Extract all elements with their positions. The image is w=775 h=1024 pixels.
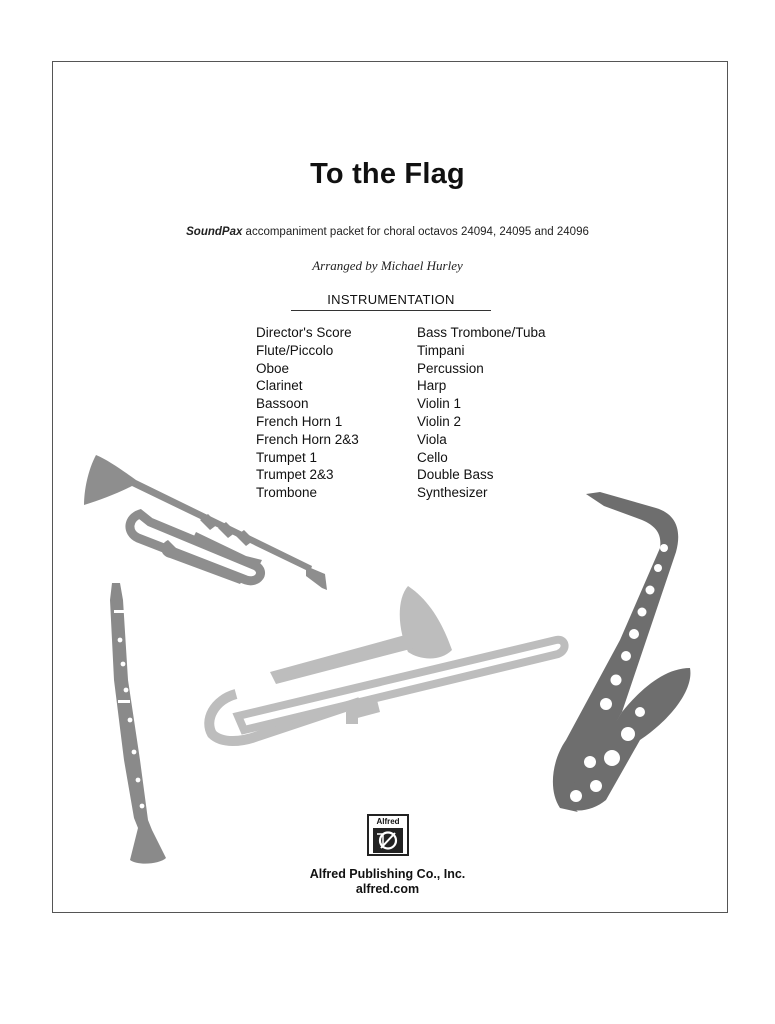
instrument-item: Violin 2 [417,413,462,429]
trombone-icon [209,586,564,741]
instrument-item: French Horn 2&3 [256,431,359,447]
instrument-item: Harp [417,378,447,394]
alfred-logo-text: Alfred [376,817,400,826]
instrument-item: Oboe [256,360,290,376]
trumpet-icon [84,455,327,590]
instrument-item: Synthesizer [417,485,488,501]
instrument-item: Percussion [417,360,484,376]
instrument-item: Trumpet 2&3 [256,467,334,483]
instrument-item: Cello [417,449,448,465]
soundpax-brand: SoundPax [186,226,243,238]
instrument-item: Flute/Piccolo [256,342,334,358]
publisher-website: alfred.com [355,882,420,896]
alfred-logo-icon [373,828,403,853]
instrument-item: Trombone [256,485,318,501]
instrument-item: Clarinet [256,378,303,394]
clarinet-icon [110,583,166,864]
instrument-item: Timpani [417,342,465,358]
packet-description-text: accompaniment packet for choral octavos 24094, 24095 and 24096 [242,226,589,238]
saxophone-icon [553,492,691,812]
arranger-credit: Arranged by Michael Hurley [312,258,463,273]
instrument-item: Violin 1 [417,396,462,412]
page-title: To the Flag [310,158,465,190]
instrumentation-heading: INSTRUMENTATION [291,292,491,311]
instrument-item: Director's Score [256,325,352,340]
alfred-logo [367,814,409,856]
publisher-name: Alfred Publishing Co., Inc. [309,867,466,881]
instrument-item: Bass Trombone/Tuba [417,325,546,340]
instrument-item: Trumpet 1 [256,449,318,465]
instrument-item: Viola [417,431,447,447]
instrument-item: Double Bass [417,467,494,483]
instrument-item: Bassoon [256,396,309,412]
instrument-item: French Horn 1 [256,413,343,429]
